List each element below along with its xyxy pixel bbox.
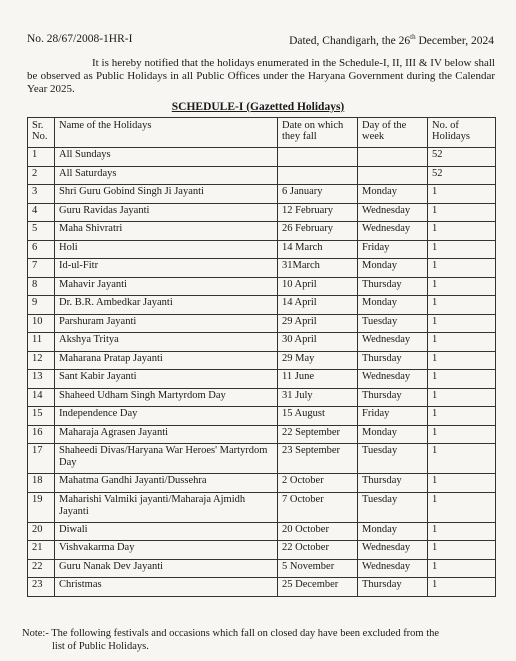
cell-day: Friday bbox=[358, 240, 428, 259]
cell-day: Thursday bbox=[358, 351, 428, 370]
cell-sr: 6 bbox=[28, 240, 55, 259]
cell-sr: 21 bbox=[28, 541, 55, 560]
cell-count: 1 bbox=[428, 314, 496, 333]
cell-sr: 16 bbox=[28, 425, 55, 444]
cell-count: 1 bbox=[428, 578, 496, 597]
cell-day: Monday bbox=[358, 296, 428, 315]
cell-date: 22 October bbox=[278, 541, 358, 560]
cell-count: 1 bbox=[428, 492, 496, 522]
cell-date: 29 May bbox=[278, 351, 358, 370]
table-row bbox=[28, 259, 496, 278]
table-row bbox=[28, 351, 496, 370]
cell-sr: 22 bbox=[28, 559, 55, 578]
cell-date: 15 August bbox=[278, 407, 358, 426]
cell-sr: 19 bbox=[28, 492, 55, 522]
table-row bbox=[28, 578, 496, 597]
cell-day: Wednesday bbox=[358, 333, 428, 352]
cell-name: Guru Ravidas Jayanti bbox=[55, 203, 278, 222]
cell-count: 1 bbox=[428, 370, 496, 389]
cell-date: 31 July bbox=[278, 388, 358, 407]
cell-name: Maharishi Valmiki jayanti/Maharaja Ajmidh Jayanti bbox=[55, 492, 278, 522]
cell-date: 12 February bbox=[278, 203, 358, 222]
table-header-row bbox=[28, 118, 496, 148]
cell-sr: 18 bbox=[28, 474, 55, 493]
table-body bbox=[28, 148, 496, 597]
cell-sr: 12 bbox=[28, 351, 55, 370]
cell-date: 5 November bbox=[278, 559, 358, 578]
cell-date: 2 October bbox=[278, 474, 358, 493]
cell-name: Shri Guru Gobind Singh Ji Jayanti bbox=[55, 185, 278, 204]
cell-sr: 13 bbox=[28, 370, 55, 389]
table-row bbox=[28, 240, 496, 259]
cell-name: All Saturdays bbox=[55, 166, 278, 185]
footnote bbox=[22, 627, 492, 653]
cell-name: Shaheed Udham Singh Martyrdom Day bbox=[55, 388, 278, 407]
cell-date: 6 January bbox=[278, 185, 358, 204]
cell-date: 25 December bbox=[278, 578, 358, 597]
cell-day: Thursday bbox=[358, 474, 428, 493]
cell-sr: 4 bbox=[28, 203, 55, 222]
cell-sr: 20 bbox=[28, 522, 55, 541]
cell-count: 1 bbox=[428, 559, 496, 578]
table-row bbox=[28, 333, 496, 352]
table-row bbox=[28, 492, 496, 522]
cell-name: Diwali bbox=[55, 522, 278, 541]
dated-line: Dated, Chandigarh, the 26th December, 2024 bbox=[289, 33, 494, 47]
schedule-title: SCHEDULE-I (Gazetted Holidays) bbox=[171, 101, 345, 113]
cell-date: 22 September bbox=[278, 425, 358, 444]
cell-count: 1 bbox=[428, 425, 496, 444]
cell-day: Tuesday bbox=[358, 444, 428, 474]
cell-date: 23 September bbox=[278, 444, 358, 474]
cell-day: Wednesday bbox=[358, 222, 428, 241]
cell-count: 1 bbox=[428, 222, 496, 241]
cell-name: Maha Shivratri bbox=[55, 222, 278, 241]
cell-date: 11 June bbox=[278, 370, 358, 389]
cell-name: Dr. B.R. Ambedkar Jayanti bbox=[55, 296, 278, 315]
cell-date: 26 February bbox=[278, 222, 358, 241]
table-row bbox=[28, 148, 496, 167]
cell-date: 20 October bbox=[278, 522, 358, 541]
header-day: Day of the week bbox=[358, 118, 428, 148]
cell-sr: 23 bbox=[28, 578, 55, 597]
cell-name: Mahavir Jayanti bbox=[55, 277, 278, 296]
cell-sr: 15 bbox=[28, 407, 55, 426]
cell-name: Holi bbox=[55, 240, 278, 259]
cell-count: 1 bbox=[428, 185, 496, 204]
cell-date bbox=[278, 166, 358, 185]
cell-name: Parshuram Jayanti bbox=[55, 314, 278, 333]
cell-sr: 17 bbox=[28, 444, 55, 474]
table-row bbox=[28, 370, 496, 389]
cell-day: Wednesday bbox=[358, 541, 428, 560]
cell-day: Monday bbox=[358, 185, 428, 204]
notice-paragraph: It is hereby notified that the holidays enumerated in the Schedule-I, II, III & IV below shall be observed as Public Holidays in all Public Offices under the Haryana Government during the Calendar Year 2025. bbox=[27, 57, 495, 95]
cell-sr: 9 bbox=[28, 296, 55, 315]
cell-count: 1 bbox=[428, 277, 496, 296]
cell-date bbox=[278, 148, 358, 167]
header-count: No. of Holidays bbox=[428, 118, 496, 148]
cell-count: 1 bbox=[428, 203, 496, 222]
table-row bbox=[28, 559, 496, 578]
cell-count: 1 bbox=[428, 407, 496, 426]
cell-count: 52 bbox=[428, 148, 496, 167]
header-name: Name of the Holidays bbox=[55, 118, 278, 148]
cell-name: Guru Nanak Dev Jayanti bbox=[55, 559, 278, 578]
cell-day: Tuesday bbox=[358, 314, 428, 333]
cell-date: 31March bbox=[278, 259, 358, 278]
header-sr-no: Sr. No. bbox=[28, 118, 55, 148]
cell-name: Mahatma Gandhi Jayanti/Dussehra bbox=[55, 474, 278, 493]
cell-name: Independence Day bbox=[55, 407, 278, 426]
cell-sr: 2 bbox=[28, 166, 55, 185]
cell-name: Shaheedi Divas/Haryana War Heroes' Martyrdom Day bbox=[55, 444, 278, 474]
cell-day: Monday bbox=[358, 522, 428, 541]
table-row bbox=[28, 222, 496, 241]
table-row bbox=[28, 541, 496, 560]
table-row bbox=[28, 314, 496, 333]
cell-date: 29 April bbox=[278, 314, 358, 333]
holidays-table bbox=[27, 117, 496, 597]
table-row bbox=[28, 425, 496, 444]
cell-date: 10 April bbox=[278, 277, 358, 296]
cell-sr: 3 bbox=[28, 185, 55, 204]
cell-sr: 10 bbox=[28, 314, 55, 333]
cell-count: 1 bbox=[428, 259, 496, 278]
cell-day: Tuesday bbox=[358, 492, 428, 522]
cell-date: 30 April bbox=[278, 333, 358, 352]
cell-sr: 8 bbox=[28, 277, 55, 296]
cell-name: Akshya Tritya bbox=[55, 333, 278, 352]
cell-day: Monday bbox=[358, 259, 428, 278]
cell-date: 7 October bbox=[278, 492, 358, 522]
cell-sr: 5 bbox=[28, 222, 55, 241]
cell-day: Wednesday bbox=[358, 203, 428, 222]
cell-count: 1 bbox=[428, 522, 496, 541]
cell-day bbox=[358, 148, 428, 167]
note-line-1: Note:- The following festivals and occasions which fall on closed day have been excluded from the bbox=[22, 628, 440, 639]
cell-count: 1 bbox=[428, 333, 496, 352]
table-row bbox=[28, 203, 496, 222]
table-row bbox=[28, 166, 496, 185]
cell-sr: 14 bbox=[28, 388, 55, 407]
cell-sr: 7 bbox=[28, 259, 55, 278]
cell-date: 14 April bbox=[278, 296, 358, 315]
document-header bbox=[27, 33, 494, 47]
cell-count: 1 bbox=[428, 240, 496, 259]
cell-count: 52 bbox=[428, 166, 496, 185]
table-row bbox=[28, 474, 496, 493]
table-row bbox=[28, 444, 496, 474]
cell-name: All Sundays bbox=[55, 148, 278, 167]
cell-name: Maharana Pratap Jayanti bbox=[55, 351, 278, 370]
table-row bbox=[28, 522, 496, 541]
cell-day: Wednesday bbox=[358, 559, 428, 578]
cell-day: Thursday bbox=[358, 277, 428, 296]
cell-count: 1 bbox=[428, 541, 496, 560]
cell-day: Thursday bbox=[358, 578, 428, 597]
cell-date: 14 March bbox=[278, 240, 358, 259]
cell-day: Monday bbox=[358, 425, 428, 444]
table-row bbox=[28, 185, 496, 204]
table-row bbox=[28, 407, 496, 426]
cell-name: Vishvakarma Day bbox=[55, 541, 278, 560]
cell-count: 1 bbox=[428, 474, 496, 493]
cell-count: 1 bbox=[428, 444, 496, 474]
cell-count: 1 bbox=[428, 388, 496, 407]
table-row bbox=[28, 296, 496, 315]
cell-name: Maharaja Agrasen Jayanti bbox=[55, 425, 278, 444]
table-row bbox=[28, 277, 496, 296]
reference-number: No. 28/67/2008-1HR-I bbox=[27, 33, 133, 45]
cell-count: 1 bbox=[428, 351, 496, 370]
cell-day bbox=[358, 166, 428, 185]
cell-day: Wednesday bbox=[358, 370, 428, 389]
cell-count: 1 bbox=[428, 296, 496, 315]
note-line-2: list of Public Holidays. bbox=[52, 641, 149, 652]
cell-name: Id-ul-Fitr bbox=[55, 259, 278, 278]
cell-sr: 11 bbox=[28, 333, 55, 352]
cell-sr: 1 bbox=[28, 148, 55, 167]
cell-day: Thursday bbox=[358, 388, 428, 407]
cell-name: Sant Kabir Jayanti bbox=[55, 370, 278, 389]
cell-name: Christmas bbox=[55, 578, 278, 597]
header-date: Date on which they fall bbox=[278, 118, 358, 148]
cell-day: Friday bbox=[358, 407, 428, 426]
table-row bbox=[28, 388, 496, 407]
